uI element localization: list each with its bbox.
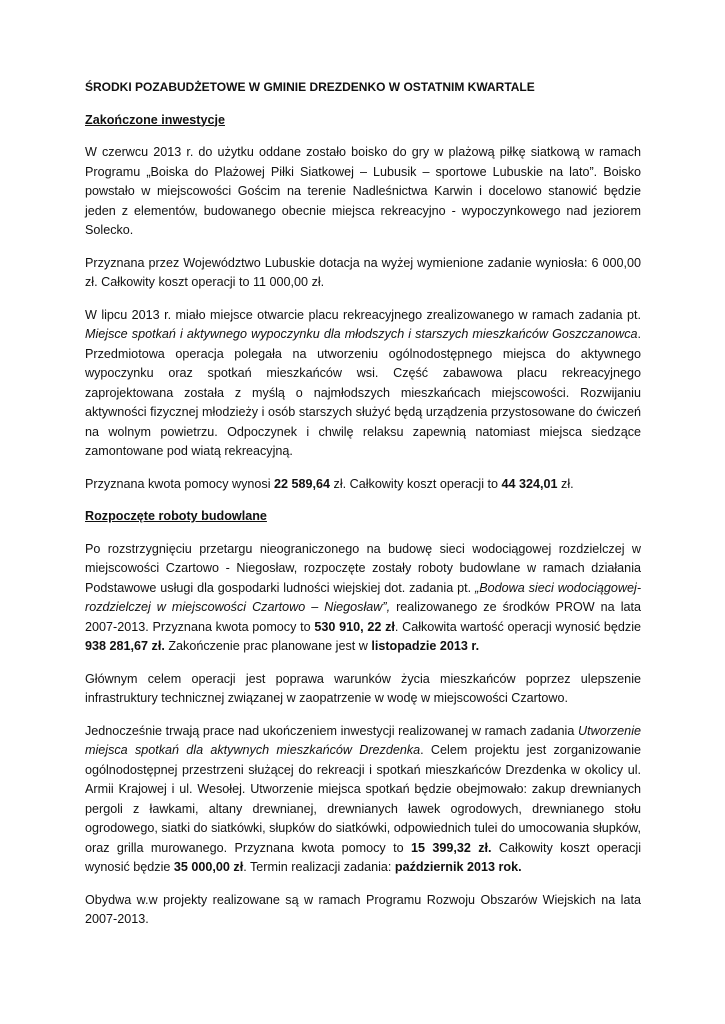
completion-date: listopadzie 2013 r. [371,639,480,653]
aid-amount: 15 399,32 zł. [410,840,492,855]
completion-date: październik 2013 rok. [394,860,522,874]
paragraph-main-goal: Głównym celem operacji jest poprawa warunków życia mieszkańców poprzez ulepszenie infrastruktury technicznej związanej w zaopatrzenie w wodę w miejscowości Czartowo. [85,671,641,705]
paragraph-meeting-place: Jednocześnie trwają prace nad ukończeniem inwestycji realizowanej w ramach zadania Utworzenie miejsca spotkań dla aktywnych mieszkańców Drezdenka. Celem projektu jest zorganizowanie ogólnodostępnej przestrzeni służącej do rekreacji i spotkań mieszkańców Drezdenka w okolicy ul. Armii Krajowej i ul. Wesołej. Utworzenie miejsca spotkań będzie obejmowało: zakup drewnianych pergoli z ławkami, altany drewnianej, drewnianych ławek ogrodowych, drewnianego stołu ogrodowego, siatki do siatkówki, słupków do siatkówki, odpowiednich tulei do umocowania słupków, oraz grilla murowanego. Przyznana kwota pomocy to 15 399,32 zł. Całkowity koszt operacji wynosić będzie 35 000,00 zł. Termin realizacji zadania: październik 2013 rok. [85,723,641,874]
paragraph-water-network: Po rozstrzygnięciu przetargu nieograniczonego na budowę sieci wodociągowej rozdzielczej w miejscowości Czartowo - Niegosław, rozpoczęte zostały roboty budowlane w ramach działania Podstawowe usługi dla gospodarki ludności wiejskiej dot. zadania pt. „Bodowa sieci wodociągowej-rozdzielczej w miejscowości Czartowo – Niegosław”, realizowanego ze środków PROW na lata 2007-2013. Przyznana kwota pomocy to 530 910, 22 zł. Całkowita wartość operacji wynosić będzie 938 281,67 zł. Zakończenie prac planowane jest w listopadzie 2013 r. [85,541,642,653]
section-heading-completed: Zakończone inwestycje [85,112,225,127]
aid-amount: 530 910, 22 zł [314,619,395,634]
total-cost: 938 281,67 zł. [85,639,165,653]
project-title: Utworzenie miejsca spotkań dla aktywnych mieszkańców Drezdenka [85,723,641,757]
project-title: „Bodowa sieci wodociągowej-rozdzielczej w miejscowości Czartowo – Niegosław”, [85,580,642,614]
total-cost: 35 000,00 zł [173,860,244,874]
aid-amount: 22 589,64 [274,476,331,491]
document-page [85,78,641,943]
project-title: Miejsce spotkań i aktywnego wypoczynku dla młodszych i starszych mieszkańców Goszczanowca [85,327,638,341]
paragraph-volleyball-court: W czerwcu 2013 r. do użytku oddane zostało boisko do gry w plażową piłkę siatkową w ramach Programu „Boiska do Plażowej Piłki Siatkowej – Lubusik – sportowe Lubuskie na lato”. Boisko powstało w miejscowości Gościm na terenie Nadleśnictwa Karwin i docelowo stanowić będzie jeden z elementów, budowanego obecnie miejsca rekreacyjno - wypoczynkowego nad jeziorem Solecko. [85,145,641,237]
section-heading-started: Rozpoczęte roboty budowlane [85,509,267,523]
paragraph-recreation-square: W lipcu 2013 r. miało miejsce otwarcie placu rekreacyjnego zrealizowanego w ramach zadania pt. Miejsce spotkań i aktywnego wypoczynku dla młodszych i starszych mieszkańców Goszczanowca. Przedmiotowa operacja polegała na utworzeniu ogólnodostępnego miejsca do aktywnego wypoczynku oraz spotkań mieszkańców wsi. Część zabawowa placu rekreacyjnego zaprojektowana została z myślą o najmłodszych mieszkańcach miejscowości. Rozwijaniu aktywności fizycznej młodzieży i osób starszych służyć będą urządzenia przystosowane do ćwiczeń na wolnym powietrzu. Odpoczynek i chwilę relaksu zapewnią natomiast miejsca siedzące zamontowane pod wiatą rekreacyjną. [85,307,641,458]
paragraph-program-note: Obydwa w.w projekty realizowane są w ramach Programu Rozwoju Obszarów Wiejskich na lata 2007-2013. [85,892,641,926]
document-title: ŚRODKI POZABUDŻETOWE W GMINIE DREZDENKO W OSTATNIM KWARTALE [85,80,535,94]
paragraph-aid-amount: Przyznana kwota pomocy wynosi 22 589,64 zł. Całkowity koszt operacji to 44 324,01 zł. [85,476,574,491]
total-cost: 44 324,01 [501,476,558,491]
paragraph-grant-amount: Przyznana przez Województwo Lubuskie dotacja na wyżej wymienione zadanie wyniosła: 6 000,00 zł. Całkowity koszt operacji to 11 000,00 zł. [85,255,641,289]
